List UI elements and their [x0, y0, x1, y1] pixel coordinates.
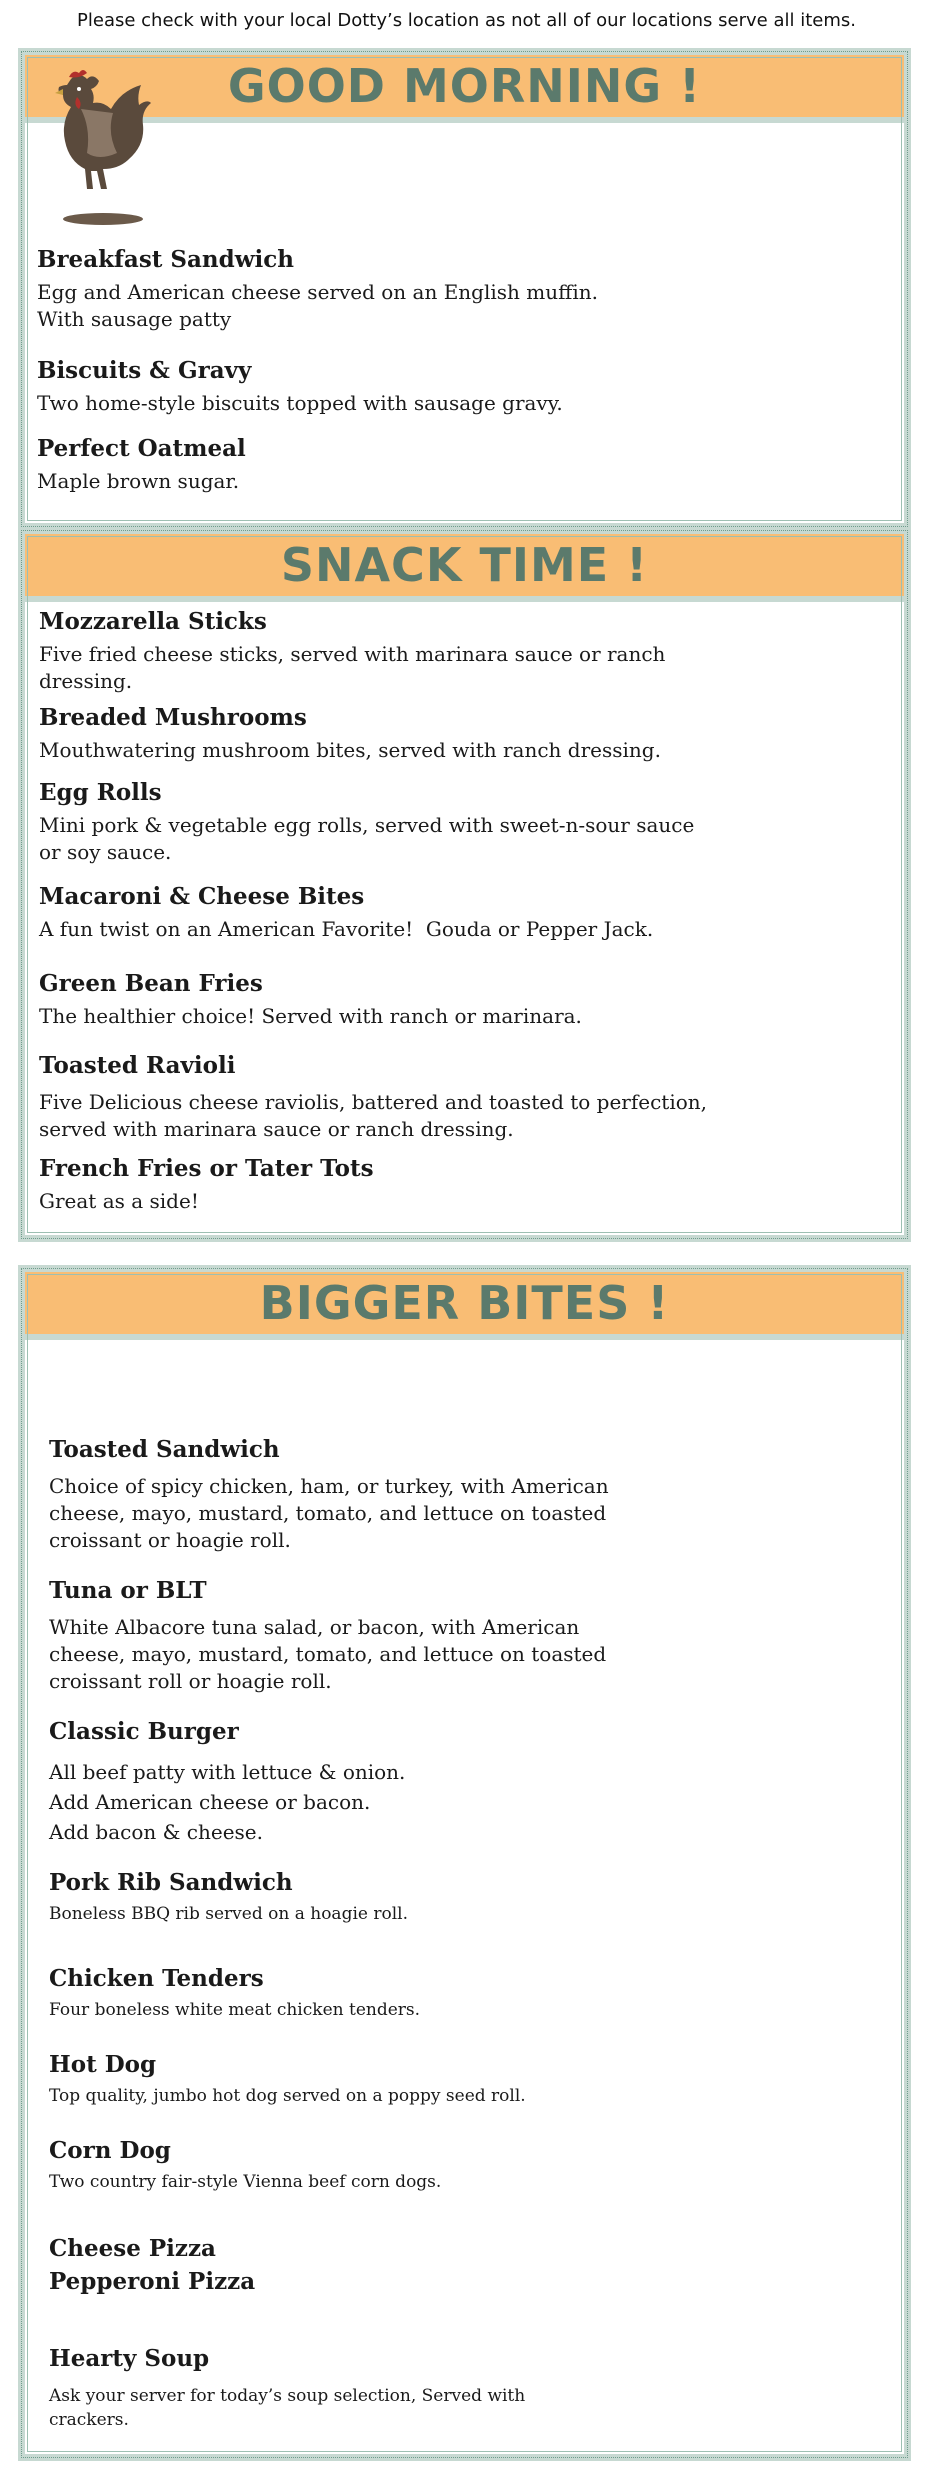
item-desc: Maple brown sugar. — [37, 469, 240, 493]
menu-item — [37, 246, 598, 333]
breakfast-panel — [18, 48, 911, 530]
menu-item — [39, 970, 582, 1030]
item-name: Cheese Pizza — [49, 2235, 216, 2262]
menu-item — [37, 357, 563, 417]
menu-item — [49, 2235, 255, 2295]
item-desc: Two country fair-style Vienna beef corn dogs. — [49, 2172, 442, 2192]
item-name: Pepperoni Pizza — [49, 2268, 256, 2295]
item-desc: Great as a side! — [39, 1189, 199, 1213]
menu-item — [49, 1869, 408, 1926]
snacks-panel — [18, 527, 911, 1242]
item-name: Biscuits & Gravy — [37, 357, 252, 384]
item-desc: Four boneless white meat chicken tenders. — [49, 2000, 421, 2020]
item-name: Hearty Soup — [49, 2345, 210, 2372]
item-name: Chicken Tenders — [49, 1965, 264, 1992]
item-name: French Fries or Tater Tots — [39, 1155, 374, 1182]
item-name: Toasted Ravioli — [39, 1052, 236, 1079]
item-name: Breakfast Sandwich — [37, 246, 294, 273]
item-desc: Egg and American cheese served on an English muffin. With sausage patty — [37, 280, 598, 331]
item-name: Perfect Oatmeal — [37, 435, 246, 462]
menu-item — [39, 779, 694, 866]
snacks-banner: SNACK TIME ! — [25, 534, 904, 602]
rooster-icon — [41, 69, 161, 229]
item-name: Toasted Sandwich — [49, 1436, 280, 1463]
menu-item — [39, 1155, 374, 1215]
item-name: Classic Burger — [49, 1718, 239, 1745]
item-name: Tuna or BLT — [49, 1577, 207, 1604]
item-name: Green Bean Fries — [39, 970, 263, 997]
item-name: Pork Rib Sandwich — [49, 1869, 293, 1896]
item-name: Corn Dog — [49, 2137, 171, 2164]
item-desc: Five Delicious cheese raviolis, battered and toasted to perfection, served with marinara sauce or ranch dressing. — [39, 1090, 708, 1141]
item-desc: Two home-style biscuits topped with sausage gravy. — [37, 391, 563, 415]
bites-panel — [18, 1265, 911, 2461]
location-notice: Please check with your local Dotty’s location as not all of our locations serve all items. — [77, 10, 856, 31]
menu-item — [49, 1965, 420, 2022]
item-desc: White Albacore tuna salad, or bacon, with American cheese, mayo, mustard, tomato, and lettuce on toasted croissant roll or hoagie roll. — [49, 1615, 607, 1693]
menu-item — [39, 1052, 707, 1143]
item-name: Egg Rolls — [39, 779, 162, 806]
menu-item — [39, 883, 653, 943]
menu-item — [49, 1577, 606, 1695]
item-desc: Five fried cheese sticks, served with marinara sauce or ranch dressing. — [39, 642, 666, 693]
menu-item — [39, 608, 665, 695]
item-desc: Top quality, jumbo hot dog served on a poppy seed roll. — [49, 2086, 526, 2106]
item-desc: Boneless BBQ rib served on a hoagie roll. — [49, 1904, 408, 1924]
bites-banner: BIGGER BITES ! — [25, 1272, 904, 1340]
item-desc: Mini pork & vegetable egg rolls, served with sweet-n-sour sauce or soy sauce. — [39, 813, 695, 864]
menu-item — [49, 1718, 405, 1847]
item-name: Hot Dog — [49, 2051, 157, 2078]
menu-item — [49, 2051, 526, 2108]
menu-item — [37, 435, 246, 495]
item-desc: All beef patty with lettuce & onion. Add American cheese or bacon. Add bacon & cheese. — [49, 1760, 406, 1844]
item-desc: A fun twist on an American Favorite! Gouda or Pepper Jack. — [39, 917, 654, 941]
menu-item — [49, 2345, 525, 2432]
menu-item — [39, 704, 661, 764]
breakfast-banner: GOOD MORNING ! — [25, 55, 904, 123]
item-desc: Ask your server for today’s soup selection, Served with crackers. — [49, 2386, 526, 2430]
item-name: Macaroni & Cheese Bites — [39, 883, 365, 910]
item-desc: Choice of spicy chicken, ham, or turkey, with American cheese, mayo, mustard, tomato, and lettuce on toasted croissant or hoagie roll. — [49, 1474, 609, 1552]
item-desc: The healthier choice! Served with ranch or marinara. — [39, 1004, 582, 1028]
menu-item — [49, 2137, 441, 2194]
item-desc: Mouthwatering mushroom bites, served with ranch dressing. — [39, 738, 661, 762]
item-name: Mozzarella Sticks — [39, 608, 267, 635]
item-name: Breaded Mushrooms — [39, 704, 307, 731]
menu-item — [49, 1436, 609, 1554]
